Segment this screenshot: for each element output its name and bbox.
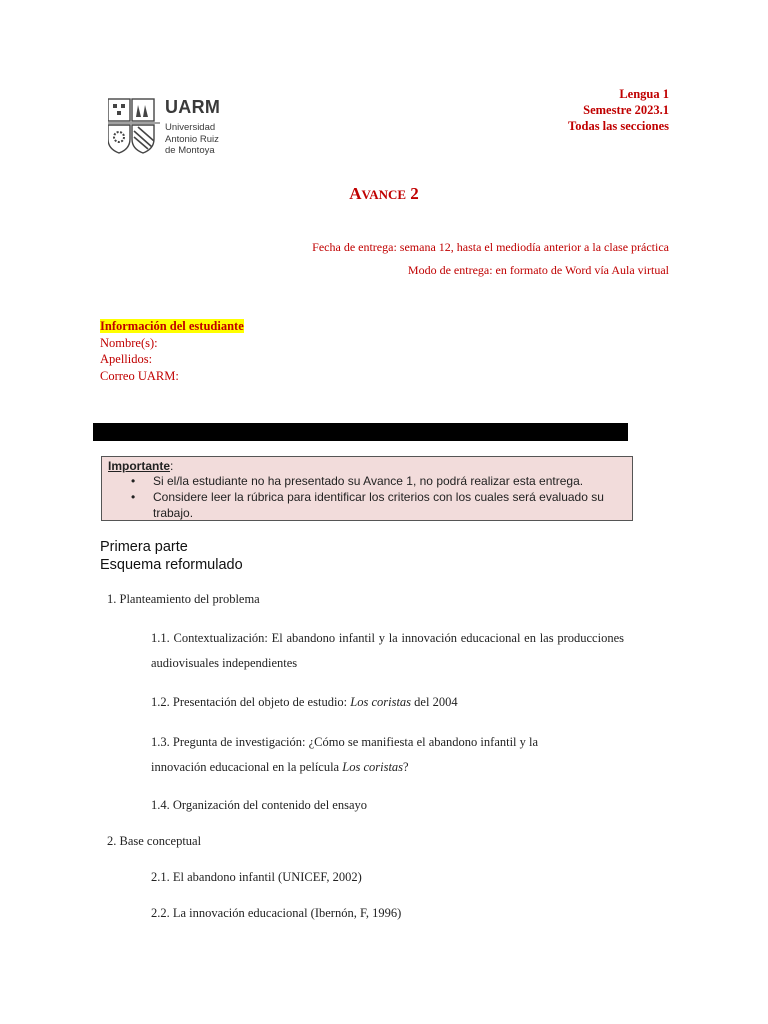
title-rest: VANCE [361,187,407,202]
title-number: 2 [410,184,419,203]
redaction-bar [93,423,628,441]
outline-item-1-2-text: 1.2. Presentación del objeto de estudio: [151,695,351,709]
outline-item-2-1: 2.1. El abandono infantil (UNICEF, 2002) [151,870,362,884]
logo-name-line-2: Antonio Ruiz [165,133,219,145]
part-subtitle: Esquema reformulado [100,557,243,573]
logo-shield-bottom-left [108,125,130,153]
logo-name [165,122,219,157]
semester: Semestre 2023.1 [583,103,669,117]
delivery-mode: Modo de entrega: en formato de Word vía Aula virtual [407,263,669,277]
logo-shield-top-left [108,99,130,121]
student-info-heading: Información del estudiante [100,319,244,333]
outline-item-1: 1. Planteamiento del problema [107,592,260,606]
student-info [100,318,244,384]
name-label: Nombre(s): [100,335,158,350]
surnames-label: Apellidos: [100,352,153,366]
important-item: • Considere leer la rúbrica para identificar los criterios con los cuales será evaluado su trabajo. [131,489,631,521]
logo-acronym: UARM [165,97,221,117]
important-notice [101,456,633,521]
course-name: Lengua 1 [619,87,669,101]
logo-shield-top-right [132,99,154,121]
logo-name-line-3: de Montoya [165,145,215,156]
delivery-date: Fecha de entrega: semana 12, hasta el mediodía anterior a la clase práctica [312,240,669,254]
important-item: • Si el/la estudiante no ha presentado su Avance 1, no podrá realizar esta entrega. [131,473,631,489]
logo-name-line-1: Universidad [165,122,216,133]
part-heading [100,538,243,574]
film-title: Los coristas [350,695,412,709]
email-label: Correo UARM: [100,368,179,383]
outline-item-2-2: 2.2. La innovación educacional (Ibernón, F, 1996) [151,906,402,920]
outline-item-1-3-tail: ? [403,759,409,774]
important-list [131,473,631,521]
outline-item-1-2-tail: del 2004 [411,695,458,709]
course-info [568,86,669,134]
title-initial: A [349,184,362,203]
important-colon: : [170,459,174,473]
outline-item-1-3 [151,730,591,779]
outline-item-1-1: 1.1. Contextualización: El abandono infantil y la innovación educacional en las producciones audiovisuales independientes [151,631,624,670]
outline-item-1-2 [151,695,458,710]
important-label: Importante [108,459,171,473]
outline-item-1-4: 1.4. Organización del contenido del ensayo [151,798,368,812]
sections: Todas las secciones [568,119,669,133]
part-title: Primera parte [100,539,188,555]
outline-item-1-3-text: 1.3. Pregunta de investigación: ¿Cómo se manifiesta el abandono infantil y la innovación educacional en la película [151,735,539,774]
document-title [0,184,768,204]
film-title: Los coristas [342,759,404,774]
outline-item-2: 2. Base conceptual [107,834,202,848]
